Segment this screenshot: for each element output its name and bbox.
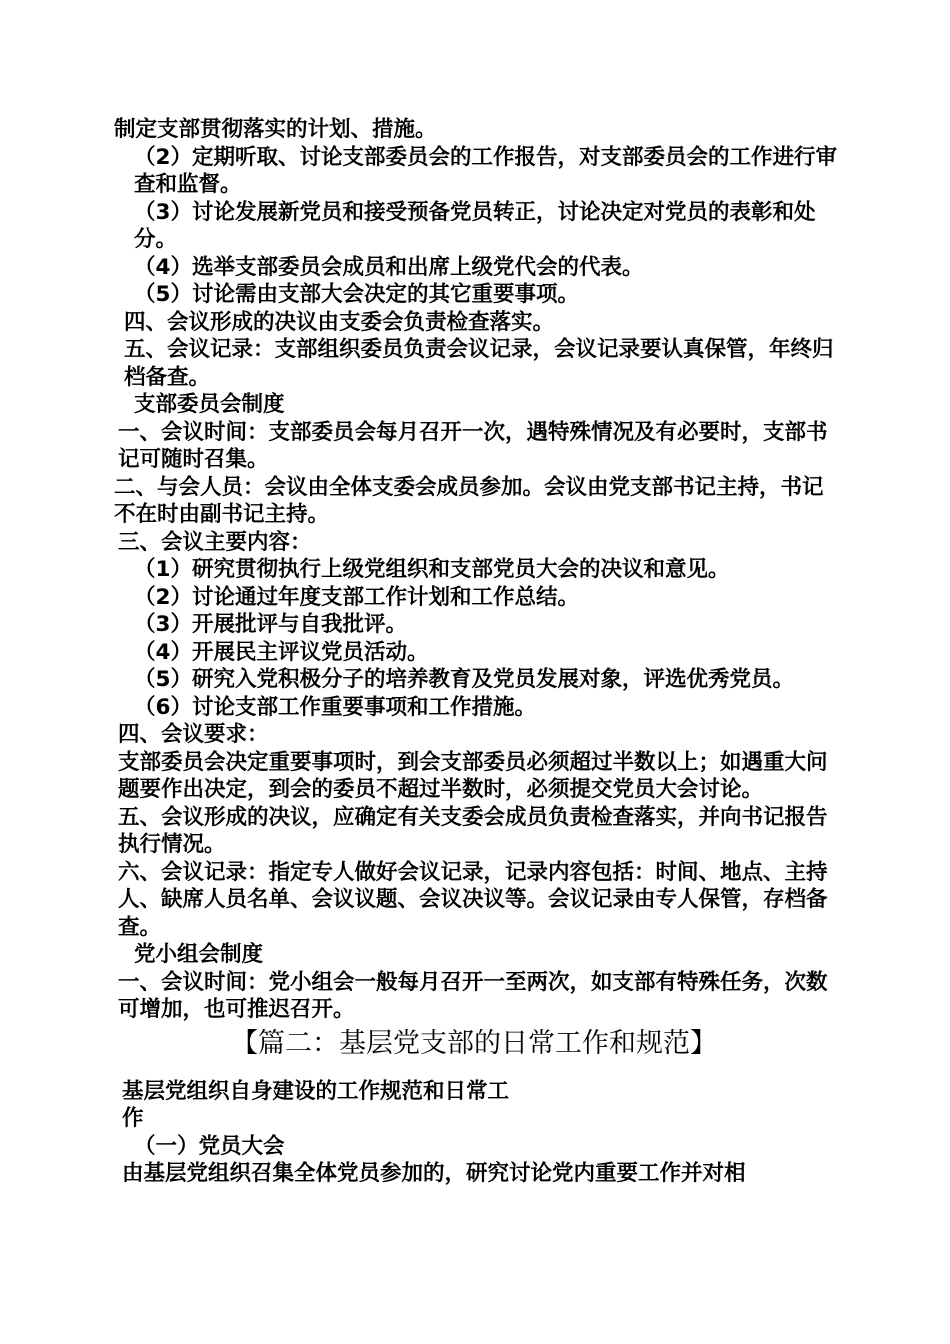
subsection-title-continued: 作	[122, 1106, 144, 1131]
text-line-segment: 六、会议记录：指定专人做好会议记录，记录内容包括：时间、地点、主持人、缺席人员名单、会议议题、会议决议等。会议记录由专人保管，存档备查。	[118, 859, 828, 940]
subheading: （一）党员大会	[134, 1133, 285, 1159]
text-line: （5）研究入党积极分子的培养教育及党员发展对象，评选优秀党员。	[134, 667, 794, 692]
text-line: 四、会议形成的决议由支委会负责检查落实。	[124, 309, 555, 335]
text-line	[114, 749, 844, 804]
text-line	[114, 859, 844, 942]
text-line-segment: 五、会议记录：支部组织委员负责会议记录，会议记录要认真保管，年终归档备查。	[124, 337, 834, 390]
text-line: 制定支部贯彻落实的计划、措施。	[114, 117, 437, 142]
section-heading: 【篇二：基层党支部的日常工作和规范】	[231, 1027, 717, 1059]
text-line	[114, 336, 844, 391]
text-line: （1）研究贯彻执行上级党组织和支部党员大会的决议和意见。	[134, 557, 730, 582]
text-line: 由基层党组织召集全体党员参加的，研究讨论党内重要工作并对相	[122, 1161, 746, 1186]
text-line: 四、会议要求：	[118, 722, 269, 747]
section-title: 党小组会制度	[134, 942, 264, 967]
text-line: （6）讨论支部工作重要事项和工作措施。	[134, 694, 536, 720]
text-line	[114, 474, 844, 529]
text-line	[114, 969, 844, 1024]
text-line-segment: 一、会议时间：支部委员会每月召开一次，遇特殊情况及有必要时，支部书记可随时召集。	[118, 419, 828, 472]
text-line: （5）讨论需由支部大会决定的其它重要事项。	[134, 282, 579, 307]
text-line: （4）开展民主评议党员活动。	[134, 639, 429, 665]
text-line: 三、会议主要内容：	[118, 529, 312, 555]
text-line	[114, 804, 844, 859]
text-line-segment: 二、与会人员：会议由全体支委会成员参加。会议由党支部书记主持，书记不在时由副书记主持。	[114, 474, 824, 527]
section-title: 支部委员会制度	[134, 392, 285, 417]
text-line	[114, 144, 844, 199]
text-line: （3）开展批评与自我批评。	[134, 612, 407, 637]
subsection-title: 基层党组织自身建设的工作规范和日常工	[122, 1078, 510, 1104]
text-line: （4）选举支部委员会成员和出席上级党代会的代表。	[134, 254, 644, 280]
spacer	[114, 1064, 844, 1078]
text-line	[114, 419, 844, 474]
text-line-segment: （3）讨论发展新党员和接受预备党员转正，讨论决定对党员的表彰和处分。	[134, 199, 816, 252]
text-line-segment: 五、会议形成的决议，应确定有关支委会成员负责检查落实，并向书记报告执行情况。	[118, 804, 828, 857]
text-line-segment: （2）定期听取、讨论支部委员会的工作报告，对支部委员会的工作进行审查和监督。	[134, 144, 837, 197]
text-line-segment: 支部委员会决定重要事项时，到会支部委员必须超过半数以上；如遇重大问题要作出决定，到会的委员不超过半数时，必须提交党员大会讨论。	[118, 749, 828, 802]
text-line-segment: 一、会议时间：党小组会一般每月召开一至两次，如支部有特殊任务，次数可增加，也可推迟召开。	[118, 969, 828, 1022]
text-line: （2）讨论通过年度支部工作计划和工作总结。	[134, 584, 579, 610]
text-line	[114, 199, 844, 254]
document-body	[114, 116, 844, 1188]
